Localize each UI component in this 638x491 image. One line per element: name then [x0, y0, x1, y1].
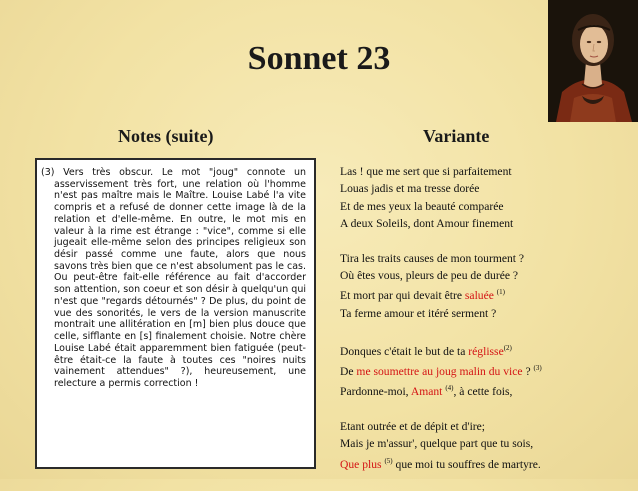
variante-heading: Variante [423, 126, 490, 146]
portrait-image [548, 0, 638, 122]
poem-line [340, 340, 630, 360]
note-ref: (5) [384, 456, 393, 465]
poem-line: Mais je m'assur', quelque part que tu sois, [340, 437, 534, 451]
notes-text: (3) Vers très obscur. Le mot "joug" connote un asservissement très fort, une relation où l'homme n'est pas maître mais le Maître. Louise Labé l'a vite compris et a refusé de donner cette image là de la relation et d'elle-même. En outre, le mot mis en valeur à la rime est étrange : "vice", comme si elle jugeait elle-même selon des principes religieux son désir passé comme une faute, alors que nous savons très bien que ce n'est absolument pas le cas. Ou peut-être fait-elle référence au fait d'accorder son attention, son coeur et son désir à quelqu'un qui n'est que "regards détournés" ? De plus, du point de vue des sonorités, le vers de la version manuscrite montrait une allitération en [m] bien plus douce que celle, sifflante en [s] finalement choisie. Notre chère Louise Labé était apparemment bien fatiguée (peut-être était-ce la faute à toutes ces "noires nuits vainement attendues" ?), heureusement, une relecture a permis correction ! [41, 167, 306, 389]
poem-text: De [340, 364, 357, 378]
highlighted-phrase: me soumettre au joug malin du vice [356, 364, 523, 378]
note-ref: (3) [533, 363, 542, 372]
slide-title: Sonnet 23 [247, 40, 391, 77]
poem-line: Et de mes yeux la beauté comparée [340, 199, 504, 213]
poem-line: Où êtes vous, pleurs de peu de durée ? [340, 269, 519, 283]
poem-line: Las ! que me sert que si parfaitement [340, 165, 512, 178]
poem-line: A deux Soleils, dont Amour finement [340, 216, 514, 230]
stanza-4 [340, 418, 630, 473]
poem-text: Et mort par qui devait être [340, 289, 465, 303]
poem-line: Etant outrée et de dépit et d'ire; [340, 420, 486, 434]
notes-heading: Notes (suite) [118, 126, 214, 146]
poem-text: que moi tu souffres de martyre. [392, 457, 541, 471]
note-ref: (2) [503, 343, 512, 352]
poem-line: Louas jadis et ma tresse dorée [340, 182, 480, 196]
note-ref: (1) [496, 288, 505, 297]
poem-line [340, 453, 630, 473]
note-ref: (4) [445, 384, 454, 393]
poem-variante [340, 163, 630, 491]
poem-text: ? [522, 364, 534, 378]
highlighted-word: Amant [410, 385, 443, 399]
stanza-2 [340, 250, 630, 322]
notes-box [35, 158, 316, 469]
poem-line [340, 360, 630, 380]
stanza-1 [340, 163, 630, 232]
poem-text: Donques c'était le but de ta [340, 344, 469, 358]
poem-text: Pardonne-moi, [340, 385, 411, 399]
highlighted-word: saluée [464, 289, 494, 303]
stanza-3 [340, 340, 630, 401]
highlighted-phrase: Que plus [340, 457, 382, 471]
poem-line: Tira les traits causes de mon tourment ? [340, 251, 525, 265]
highlighted-word: réglisse [468, 344, 504, 358]
poem-line [340, 380, 630, 400]
poem-text: , à cette fois, [453, 385, 513, 399]
poem-line [340, 284, 630, 304]
poem-line: Ta ferme amour et itéré serment ? [340, 306, 497, 320]
